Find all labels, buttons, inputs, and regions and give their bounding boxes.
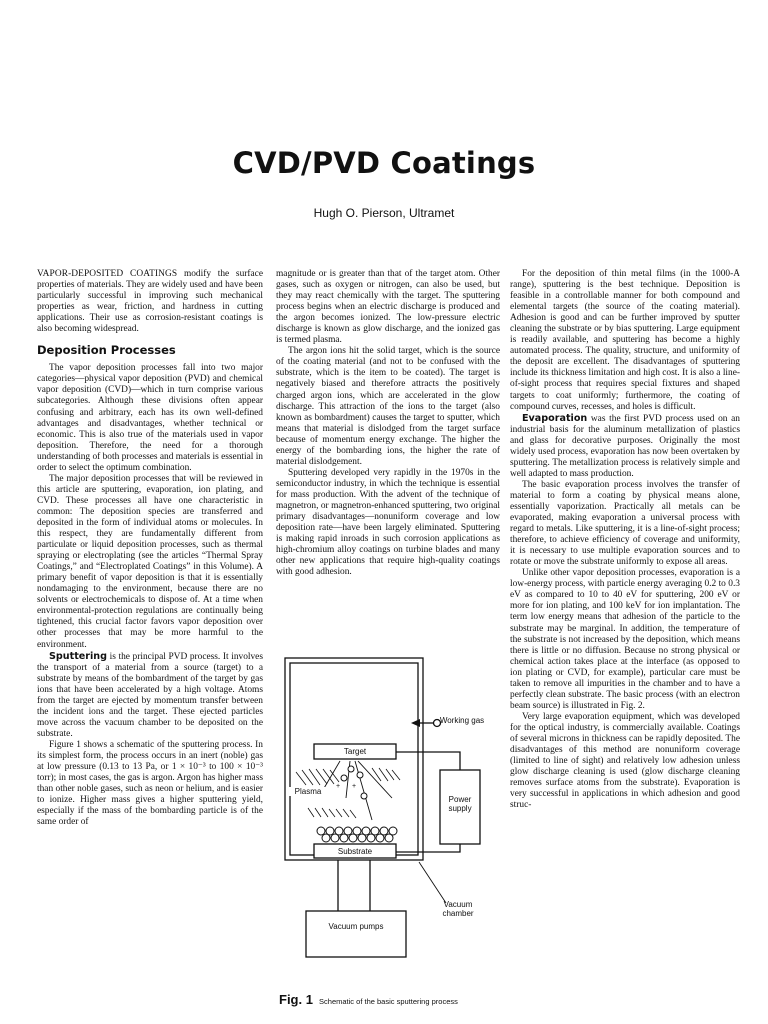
target-label: Target <box>343 747 367 756</box>
paragraph: Unlike other vapor deposition processes, evaporation is a low-energy process, with particle energy averaging 0.2 to 0.3 eV as compared to 10 to 40 eV for sputtering, 200 eV or more for ion plating, and 100 keV for ion implantation. The term low energy means that adhesion of the particle to the substrate may be marginal. In addition, the temperature of the substrate is not increased by the deposition, which means there is little or no diffusion. Because no strong physical or chemical action takes place at the interface (as opposed to ion plating or CVD, for example), particular care must be taken to remove all impurities in the chamber and to have a perfectly clean substrate. The basic process (with an electron beam source) is illustrated in Fig. 2. <box>510 568 740 711</box>
ion-symbol: + <box>336 783 341 790</box>
column-2 <box>276 269 500 629</box>
vacuum-pumps-box <box>306 911 406 957</box>
paragraph <box>37 651 263 740</box>
substrate-label: Substrate <box>337 847 373 856</box>
ion-symbol: + <box>352 783 357 790</box>
intro-paragraph <box>37 269 263 335</box>
intro-rest: modify the surface properties of materials. They are widely used and have been particularly successful in improving such mechanical properties as wear, friction, and hardness in cutting applications. Their use as corrosion-resistant coatings is also becoming widespread. <box>37 269 263 335</box>
vacuum-chamber-label: Vacuum chamber <box>442 900 474 918</box>
figure-number: Fig. 1 <box>279 992 313 1007</box>
column-3 <box>510 269 740 1017</box>
paragraph: Very large evaporation equipment, which was developed for the optical industry, is commercially available. Coatings of several microns in thickness can be rapidly deposited. The disadvantages of this method are nonuniform coverage (limited to line of sight) and relatively low adhesion unless glow discharge cleaning is used (glow discharge cleaning removes surface atoms from the substrate). Evaporation is very successful in applications in which adhesion and good struc- <box>510 711 740 811</box>
paragraph: For the deposition of thin metal films (in the 1000-Å range), sputtering is the best technique. Deposition is feasible in a controllable manner for both compound and elemental targets (the source of the coating material). Adhesion is good and can be further improved by sputter cleaning the substrate or by bias sputtering. Large equipment is readily available, and sputtering has become a highly automated process. The quality, structure, and uniformity of the deposit are excellent. The disadvantages of sputtering include its thickness limitation and high cost. It is also a line-of-sight process that requires special fixtures and shaped targets to coat uniformly; furthermore, the coating of compound curves, recesses, and holes is difficult. <box>510 269 740 412</box>
schematic-diagram <box>276 648 506 988</box>
paragraph: magnitude or is greater than that of the target atom. Other gases, such as oxygen or nitrogen, can also be used, but they may react chemically with the target. The sputtering process begins when an electric discharge is produced and the argon becomes ionized. The low-pressure electric discharge is known as glow discharge, and the ionized gas is termed plasma. <box>276 269 500 346</box>
paragraph: The vapor deposition processes fall into two major categories—physical vapor deposition (PVD) and chemical vapor deposition (CVD)—which in turn comprise various subcategories. Although these divisions often appear confusing and arbitrary, each has its own well-defined advantages and disadvantages, whether technical or economic. This is also true of the materials used in vapor deposition. Therefore, the need for a thorough understanding of both processes and materials is essential in order to select the optimum combination. <box>37 363 263 473</box>
sputter-path <box>355 761 372 820</box>
sputtering-schematic-figure <box>276 648 506 988</box>
intro-lead: VAPOR-DEPOSITED COATINGS <box>37 269 178 279</box>
paragraph: The major deposition processes that will be reviewed in this article are sputtering, evaporation, ion plating, and CVD. These processes all have one characteristic in common: The deposition species are transferred and deposited in the form of individual atoms or molecules. In this respect, they are fundamentally different from particulate or liquid deposition processes, such as thermal spraying or electroplating (see the articles “Thermal Spray Coatings,” and “Electroplated Coatings” in this Volume). A primary benefit of vapor deposition is that it is essentially nondamaging to the environment, because there are no solvents or electrochemicals to dispose of. At a time when environmental-protection regulations are continually being tightened, this crucial factor favors vapor deposition over other processes that may be more harmful to the environment. <box>37 473 263 650</box>
vacuum-pumps-label: Vacuum pumps <box>328 922 384 931</box>
section-heading: Deposition Processes <box>37 343 176 358</box>
ion-markers <box>336 783 356 790</box>
author-line: Hugh O. Pierson, Ultramet <box>313 206 455 220</box>
runin-heading: Sputtering <box>49 650 108 662</box>
runin-heading: Evaporation <box>522 412 588 424</box>
gas-inlet-arrow <box>411 719 420 727</box>
plasma-label: Plasma <box>288 787 328 796</box>
working-gas-label: Working gas <box>439 716 485 725</box>
paragraph: The basic evaporation process involves the transfer of material to form a coating by physical means alone, essentially vaporization. Practically all metals can be evaporated, making evaporation a universal process with regard to metals. Like sputtering, it is a line-of-sight process; therefore, to achieve efficiency of coverage and uniformity, it is necessary to use multiple evaporation sources and to rotate or move the substrate uniformly to expose all areas. <box>510 479 740 568</box>
figure-caption-text: Schematic of the basic sputtering process <box>319 997 458 1006</box>
power-wire-top <box>396 752 460 770</box>
article-title: CVD/PVD Coatings <box>232 146 536 180</box>
paragraph: Sputtering developed very rapidly in the 1970s in the semiconductor industry, in which the technique is essential for mass production. With the advent of the technique of magnetron, or magnetron-enhanced sputtering, two original primary disadvantages—nonuniform coverage and low deposition rate—have been largely eliminated. Sputtering is making rapid inroads in such corrosion applications as high-chromium alloy coatings on turbine blades and many other new applications that require high-quality coatings with good adhesion. <box>276 467 500 578</box>
paragraph-text: is the principal PVD process. It involves the transport of a material from a source (target) to a substrate by means of the bombardment of the target by gas ions that have been accelerated by a high voltage. Atoms from the target are ejected by momentum transfer between the incident ions and the target. These ejected particles move across the vacuum chamber to be deposited on the substrate. <box>37 651 263 739</box>
paragraph: Figure 1 shows a schematic of the sputtering process. In its simplest form, the process occurs in an inert (noble) gas at low pressure (0.13 to 13 Pa, or 1 × 10⁻³ to 100 × 10⁻³ torr); in most cases, the gas is argon. Argon has higher mass than other noble gases, such as neon or helium, and is easier to ionize. Higher mass gives a higher sputtering yield, especially if the mass of the bombarding particle is of the same order of <box>37 739 263 828</box>
power-supply-label: Power supply <box>448 795 472 813</box>
power-wire-bottom <box>396 844 460 852</box>
chamber-label-leader <box>419 862 446 903</box>
paragraph: The argon ions hit the solid target, which is the source of the coating material (and not to be confused with the substrate, which is the item to be coated). The target is negatively biased and therefore attracts the positively charged argon ions, which are accelerated in the glow discharge. This attraction of the ions to the target (also known as bombardment) causes the target to sputter, which means that material is dislodged from the target surface because of momentum energy exchange. The higher the energy of the bombarding ions, the higher the rate of material dislodgement. <box>276 346 500 467</box>
paragraph-text: was the first PVD process used on an industrial basis for the aluminum metallization of plastics and glass for decorative purposes. Originally the most widely used process, evaporation has now been overtaken by sputtering. The metallization process is relatively simple and well adapted to mass production. <box>510 413 740 479</box>
column-1 <box>37 269 263 1017</box>
paragraph <box>510 413 740 480</box>
figure-caption <box>279 992 509 1007</box>
